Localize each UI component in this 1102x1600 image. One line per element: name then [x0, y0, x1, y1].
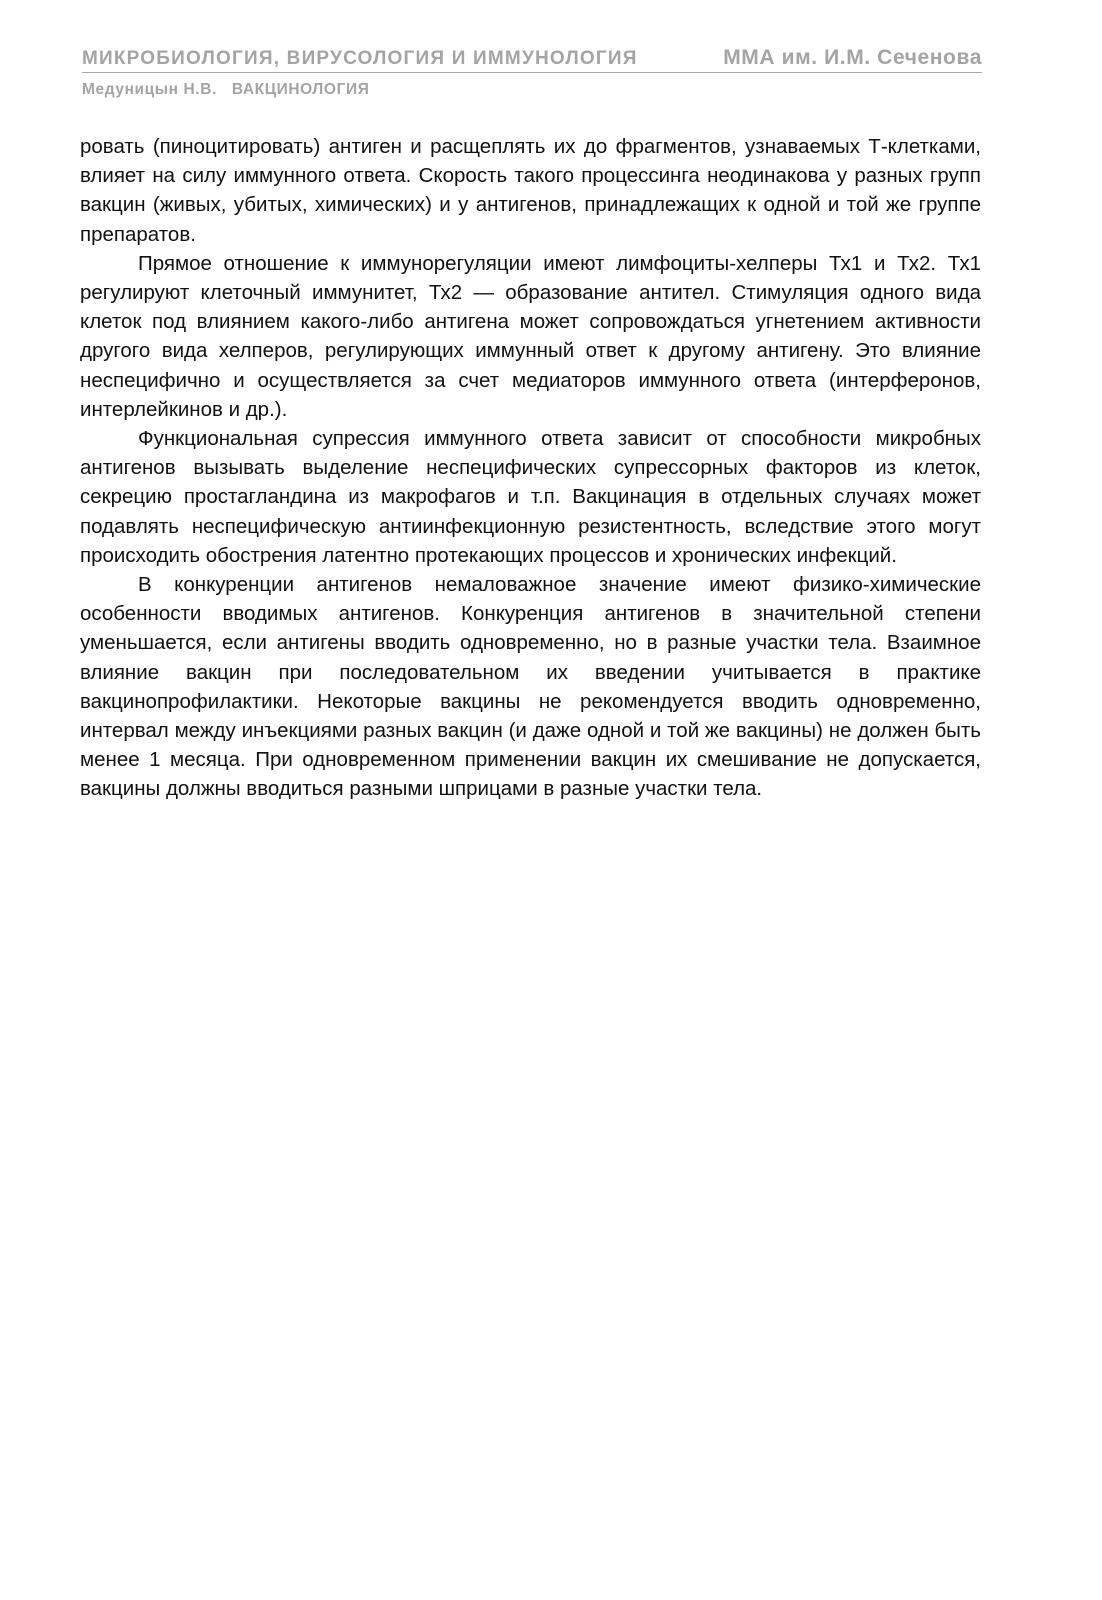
paragraph-3: Функциональная супрессия иммунного ответа зависит от способности микробных антигенов вызывать выделение неспецифических супрессорных факторов из клеток, секрецию простагландина из макрофагов и т.п. Вакцинация в отдельных случаях может подавлять неспецифическую антиинфекционную резистентность, вследствие этого могут происходить обострения латентно протекающих процессов и хронических инфекций.	[80, 427, 981, 567]
paragraph-2: Прямое отношение к иммунорегуляции имеют лимфоциты-хелперы Тх1 и Тх2. Тх1 регулируют клеточный иммунитет, Тх2 — образование антител. Стимуляция одного вида клеток под влиянием какого-либо антигена может сопровождаться угнетением активности другого вида хелперов, регулирующих иммунный ответ к другому антигену. Это влияние неспецифично и осуществляется за счет медиаторов иммунного ответа (интерферонов, интерлейкинов и др.).	[80, 251, 981, 421]
series-title: МИКРОБИОЛОГИЯ, ВИРУСОЛОГИЯ И ИММУНОЛОГИЯ	[82, 48, 638, 69]
book-title: ВАКЦИНОЛОГИЯ	[231, 81, 370, 98]
author-name: Медуницын Н.В.	[82, 81, 217, 98]
paragraph-1: ровать (пиноцитировать) антиген и расщеплять их до фрагментов, узнаваемых Т-клетками, влияет на силу иммунного ответа. Скорость такого процессинга неодинакова у разных групп вакцин (живых, убитых, химических) и у антигенов, принадлежащих к одной и той же группе препаратов.	[80, 135, 981, 246]
header-bottom-line	[82, 81, 982, 99]
page-body	[80, 132, 981, 804]
paragraph-4: В конкуренции антигенов немаловажное значение имеют физико-химические особенности вводимых антигенов. Конкуренция антигенов в значительной степени уменьшается, если антигены вводить одновременно, но в разные участки тела. Взаимное влияние вакцин при последовательном их введении учитывается в практике вакцинопрофилактики. Некоторые вакцины не рекомендуется вводить одновременно, интервал между инъекциями разных вакцин (и даже одной и той же вакцины) не должен быть менее 1 месяца. При одновременном применении вакцин их смешивание не допускается, вакцины должны вводиться разными шприцами в разные участки тела.	[80, 573, 981, 801]
publisher-name: ММА им. И.М. Сеченова	[723, 46, 982, 69]
running-header	[82, 46, 982, 99]
header-top-line	[82, 46, 982, 73]
